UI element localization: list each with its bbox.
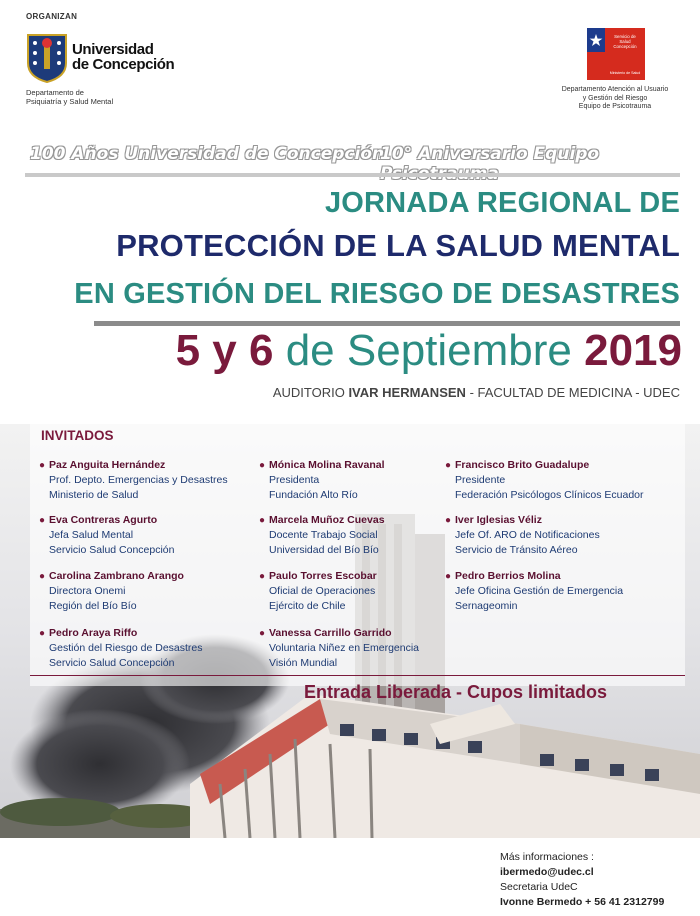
event-date [176,326,682,376]
guest-entry [39,513,175,558]
guest-role: Jefe Of. ARO de Notificaciones [455,529,600,541]
guest-org: Ejército de Chile [269,600,346,612]
date-year: 2019 [584,326,682,375]
gobierno-de-chile-logo [587,28,645,80]
guest-entry [445,458,644,503]
contact-info [500,850,664,910]
bullet-icon: ● [39,515,46,526]
udec-shield-logo [26,33,68,83]
entrada-divider [30,675,685,676]
contact-email[interactable]: ibermedo@udec.cl [500,866,594,878]
gov-logo-line1: Servicio de [614,34,636,39]
bullet-icon: ● [39,460,46,471]
guest-org: Servicio de Tránsito Aéreo [455,544,578,556]
gov-logo-line2: Salud [619,39,631,44]
guest-role: Oficial de Operaciones [269,585,376,597]
bullet-icon: ● [445,460,452,471]
guest-role: Gestión del Riesgo de Desastres [49,642,203,654]
bullet-icon: ● [259,460,266,471]
organizan-label: ORGANIZAN [26,12,78,21]
contact-office: Secretaria UdeC [500,881,578,893]
gov-logo-line3: Concepción [613,44,637,49]
gov-logo-bottom: Ministerio de Salud [609,71,641,75]
guest-org: Servicio Salud Concepción [49,544,175,556]
entrada-liberada: Entrada Liberada - Cupos limitados [304,682,608,702]
guest-org: Ministerio de Salud [49,489,139,501]
guest-entry [259,513,385,558]
guest-role: Jefe Oficina Gestión de Emergencia [455,585,624,597]
bullet-icon: ● [39,628,46,639]
guest-role: Presidenta [269,474,320,486]
title-line1: JORNADA REGIONAL DE [324,187,680,219]
udec-dept-line1: Departamento de [26,88,84,97]
guest-entry [39,626,203,671]
bullet-icon: ● [39,571,46,582]
guest-entry [259,458,385,503]
udec-department [26,88,113,106]
guest-org: Universidad del Bío Bío [269,544,379,556]
bullet-icon: ● [259,628,266,639]
guest-name: Paz Anguita Hernández [49,459,166,471]
guest-role: Voluntaria Niñez en Emergencia [269,642,420,654]
udec-name-line1: Universidad [72,41,154,58]
venue-prefix: AUDITORIO [272,385,345,400]
udec-name-line2: de Concepción [72,56,175,73]
bullet-icon: ● [259,571,266,582]
bullet-icon: ● [259,515,266,526]
anniversary-udec: 100 Años Universidad de Concepción [30,144,385,164]
guest-name: Eva Contreras Agurto [49,514,158,526]
guest-org: Federación Psicólogos Clínicos Ecuador [455,489,644,501]
guest-name: Pedro Araya Riffo [49,627,138,639]
guest-name: Paulo Torres Escobar [269,570,377,582]
venue [273,385,680,400]
guest-name: Carolina Zambrano Arango [49,570,184,582]
date-days: 5 y 6 [175,326,274,375]
gov-dept-line2: y Gestión del Riesgo [582,94,648,102]
contact-label: Más informaciones : [500,851,594,863]
gov-dept-line1: Departamento Atención al Usuario [561,86,669,93]
guest-org: Fundación Alto Río [269,489,358,501]
title-line2: PROTECCIÓN DE LA SALUD MENTAL [116,228,680,263]
guest-org: Visión Mundial [269,657,338,669]
anniversary-divider [25,173,680,177]
guest-entry [39,458,228,503]
guest-name: Marcela Muñoz Cuevas [269,514,385,526]
guest-name: Mónica Molina Ravanal [269,459,385,471]
udec-name [72,42,174,72]
udec-dept-line2: Psiquiatría y Salud Mental [26,97,114,106]
guest-org: Sernageomin [455,600,518,612]
guest-name: Francisco Brito Guadalupe [455,459,590,471]
guest-org: Servicio Salud Concepción [49,657,175,669]
venue-suffix: - FACULTAD DE MEDICINA - UDEC [469,385,680,400]
guest-entry [259,626,420,671]
guest-entry [445,513,600,558]
bullet-icon: ● [445,571,452,582]
contact-person-phone: Ivonne Bermedo + 56 41 2312799 [500,896,665,908]
invitados-title: INVITADOS [41,428,114,443]
gov-department [545,86,685,112]
guest-role: Presidente [455,474,506,486]
guest-entry [39,569,184,614]
date-month: de Septiembre [285,326,572,375]
guest-name: Pedro Berrios Molina [455,570,561,582]
venue-name: IVAR HERMANSEN [348,385,466,400]
guest-name: Vanessa Carrillo Garrido [269,627,392,639]
guest-org: Región del Bío Bío [49,600,137,612]
bullet-icon: ● [445,515,452,526]
guest-entry [445,569,624,614]
guest-role: Docente Trabajo Social [269,529,378,541]
guest-role: Directora Onemi [49,585,126,597]
guest-entry [259,569,377,614]
title-line3: EN GESTIÓN DEL RIESGO DE DESASTRES [74,278,680,310]
guest-name: Iver Iglesias Véliz [455,514,542,526]
gov-dept-line3: Equipo de Psicotrauma [578,103,652,110]
anniversary-psicotrauma: 10° Aniversario Equipo [380,144,600,164]
guest-role: Prof. Depto. Emergencias y Desastres [49,474,228,486]
guest-role: Jefa Salud Mental [49,529,134,541]
